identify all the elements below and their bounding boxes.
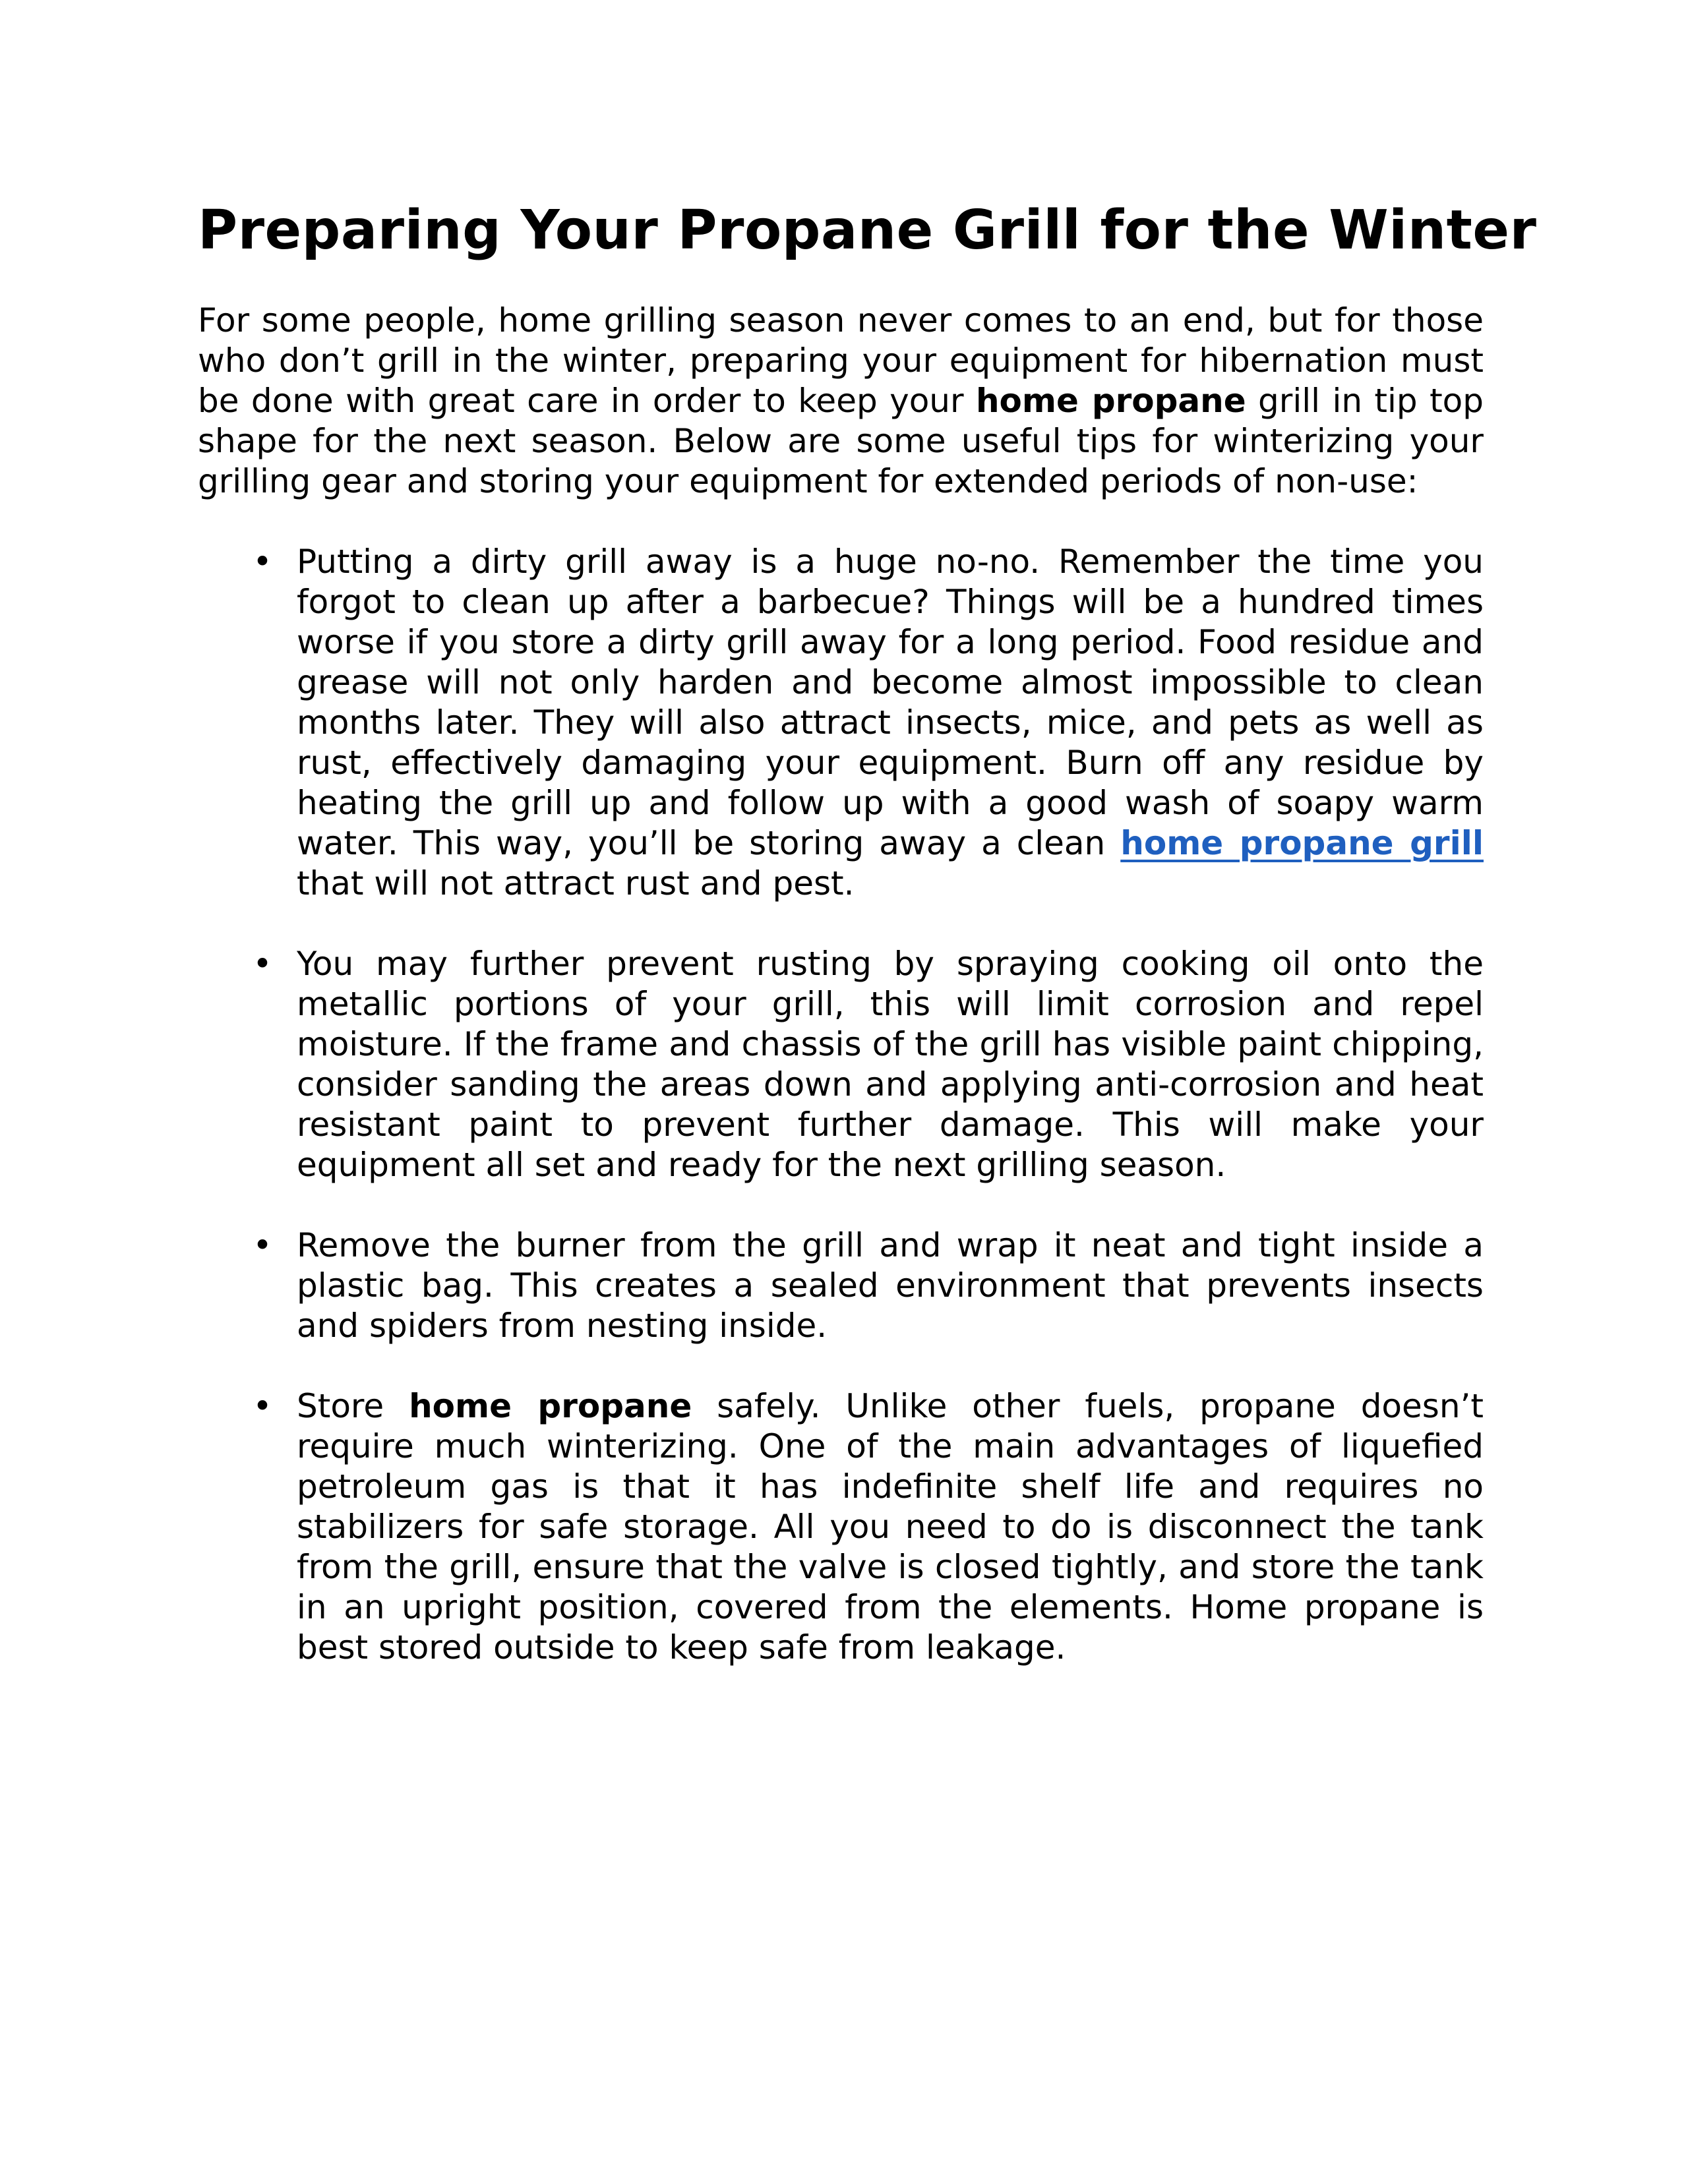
bullet-icon: • (253, 945, 272, 983)
intro-paragraph (198, 301, 1484, 502)
list-item-text: Remove the burner from the grill and wrap it neat and tight inside a plastic bag. This creates a sealed environment that prevents insects and spiders from nesting inside. (297, 1226, 1484, 1345)
bullet-icon: • (253, 543, 272, 581)
intro-text-1: For some people, home grilling season never comes to an end, but for those who don’t grill in the winter, preparing your equipment for hibernation must be done with great care in order to keep your (198, 301, 1484, 420)
tips-list (198, 542, 1484, 1668)
list-item-bold-home-propane: home propane (409, 1387, 692, 1425)
document-title: Preparing Your Propane Grill for the Winter (198, 199, 1537, 262)
document-page (198, 191, 1537, 1708)
list-item-text-1: Store (297, 1387, 409, 1425)
intro-text-2: grill in tip top shape for the next season. Below are some useful tips for winterizing your grilling gear and storing your equipment for extended periods of non-use: (198, 382, 1484, 500)
list-item-store-propane (198, 1386, 1484, 1668)
list-item-prevent-rust (198, 944, 1484, 1185)
list-item-text-1: Putting a dirty grill away is a huge no-no. Remember the time you forgot to clean up after a barbecue? Things will be a hundred times worse if you store a dirty grill away for a long period. Food residue and grease will not only harden and become almost impossible to clean months later. They will also attract insects, mice, and pets as well as rust, effectively damaging your equipment. Burn off any residue by heating the grill up and follow up with a good wash of soapy warm water. This way, you’ll be storing away a clean (297, 543, 1484, 862)
list-item-text-2: safely. Unlike other fuels, propane doesn’t require much winterizing. One of the main advantages of liquefied petroleum gas is that it has indefinite shelf life and requires no stabilizers for safe storage. All you need to do is disconnect the tank from the grill, ensure that the valve is closed tightly, and store the tank in an upright position, covered from the elements. Home propane is best stored outside to keep safe from leakage. (297, 1387, 1484, 1667)
bullet-icon: • (253, 1387, 272, 1425)
bullet-icon: • (253, 1226, 272, 1264)
list-item-text: You may further prevent rusting by spraying cooking oil onto the metallic portions of your grill, this will limit corrosion and repel moisture. If the frame and chassis of the grill has visible paint chipping, consider sanding the areas down and applying anti-corrosion and heat resistant paint to prevent further damage. This will make your equipment all set and ready for the next grilling season. (297, 945, 1484, 1184)
intro-bold-home-propane: home propane (975, 382, 1246, 420)
list-item-text-2: that will not attract rust and pest. (297, 864, 855, 902)
home-propane-grill-link[interactable]: home propane grill (1120, 824, 1484, 862)
list-item-clean-grill (198, 542, 1484, 904)
list-item-remove-burner (198, 1225, 1484, 1346)
